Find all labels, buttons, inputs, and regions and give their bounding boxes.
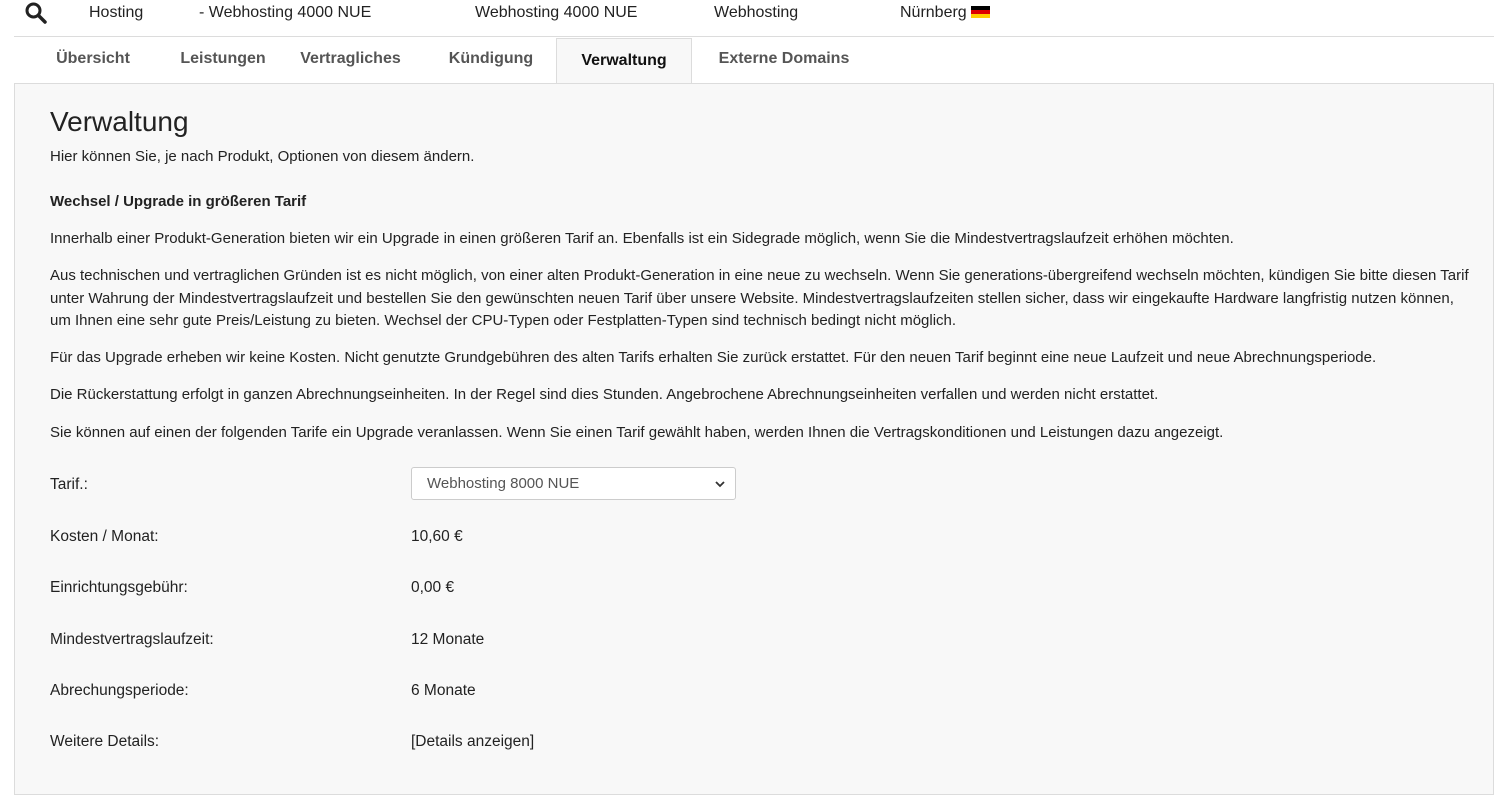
upgrade-heading: Wechsel / Upgrade in größeren Tarif — [50, 193, 307, 210]
tab-bar — [14, 37, 1494, 84]
details-link[interactable]: [Details anzeigen] — [411, 733, 535, 750]
billing-period-label: Abrechungsperiode: — [50, 682, 189, 699]
tariff-select[interactable] — [411, 467, 736, 500]
tab-verwaltung[interactable]: Verwaltung — [556, 38, 692, 86]
info-paragraph-4: Die Rückerstattung erfolgt in ganzen Abrechnungseinheiten. In der Regel sind dies Stunden. Angebrochene Abrechnungseinheiten verfallen und werden nicht erstattet. — [50, 386, 1159, 403]
tab-leistungen[interactable]: Leistungen — [180, 50, 266, 67]
product-name: - Webhosting 4000 NUE — [199, 4, 372, 21]
setup-fee-label: Einrichtungsgebühr: — [50, 579, 188, 596]
cost-label: Kosten / Monat: — [50, 528, 159, 545]
header-bar — [0, 0, 1504, 36]
info-paragraph-1: Innerhalb einer Produkt-Generation bieten wir ein Upgrade in einen größeren Tarif an. Ebenfalls ist ein Sidegrade möglich, wenn Sie die Mindestvertragslaufzeit erhöhen möchten. — [50, 230, 1234, 247]
min-term-label: Mindestvertragslaufzeit: — [50, 631, 214, 648]
info-paragraph-5: Sie können auf einen der folgenden Tarife ein Upgrade veranlassen. Wenn Sie einen Tarif gewählt haben, werden Ihnen die Vertragskonditionen und Leistungen dazu angezeigt. — [50, 424, 1224, 441]
product-category: Webhosting — [714, 4, 799, 21]
info-paragraph-2: Aus technischen und vertraglichen Gründen ist es nicht möglich, von einer alten Produkt-Generation in eine neue zu wechseln. Wenn Sie generations-übergreifend wechseln möchten, kündigen Sie bitte diesen Tarif unter Wahrung der Mindestvertragslaufzeit und bestellen Sie den gewünschten neuen Tarif über unsere Website. Mindestvertragslaufzeiten stellen sicher, dass wir eingekaufte Hardware langfristig nutzen können, um Ihnen eine sehr gute Preis/Leistung zu bieten. Wechsel der CPU-Typen oder Festplatten-Typen sind technisch bedingt nicht möglich. — [50, 267, 1469, 329]
germany-flag-icon — [971, 6, 990, 18]
intro-text: Hier können Sie, je nach Produkt, Optionen von diesem ändern. — [50, 148, 475, 165]
product-type: Hosting — [89, 4, 144, 21]
setup-fee-value: 0,00 € — [411, 579, 455, 596]
billing-period-value: 6 Monate — [411, 682, 476, 699]
min-term-value: 12 Monate — [411, 631, 485, 648]
chevron-down-icon — [714, 477, 726, 489]
cost-value: 10,60 € — [411, 528, 463, 545]
content-panel — [14, 83, 1494, 795]
location-label: Nürnberg — [900, 4, 967, 21]
product-tariff: Webhosting 4000 NUE — [475, 4, 638, 21]
tab-kuendigung[interactable]: Kündigung — [448, 50, 534, 67]
page-title: Verwaltung — [50, 106, 189, 137]
tab-uebersicht[interactable]: Übersicht — [56, 50, 130, 67]
info-paragraph-3: Für das Upgrade erheben wir keine Kosten. Nicht genutzte Grundgebühren des alten Tarifs erhalten Sie zurück erstattet. Für den neuen Tarif beginnt eine neue Laufzeit und neue Abrechnungsperiode. — [50, 349, 1377, 366]
tariff-select-value: Webhosting 8000 NUE — [427, 475, 580, 492]
tab-vertragliches[interactable]: Vertragliches — [300, 50, 401, 67]
tab-externe-domains[interactable]: Externe Domains — [718, 50, 850, 67]
search-icon[interactable] — [24, 1, 48, 25]
product-location — [900, 4, 990, 22]
details-label: Weitere Details: — [50, 733, 160, 750]
tariff-label: Tarif.: — [50, 476, 88, 493]
